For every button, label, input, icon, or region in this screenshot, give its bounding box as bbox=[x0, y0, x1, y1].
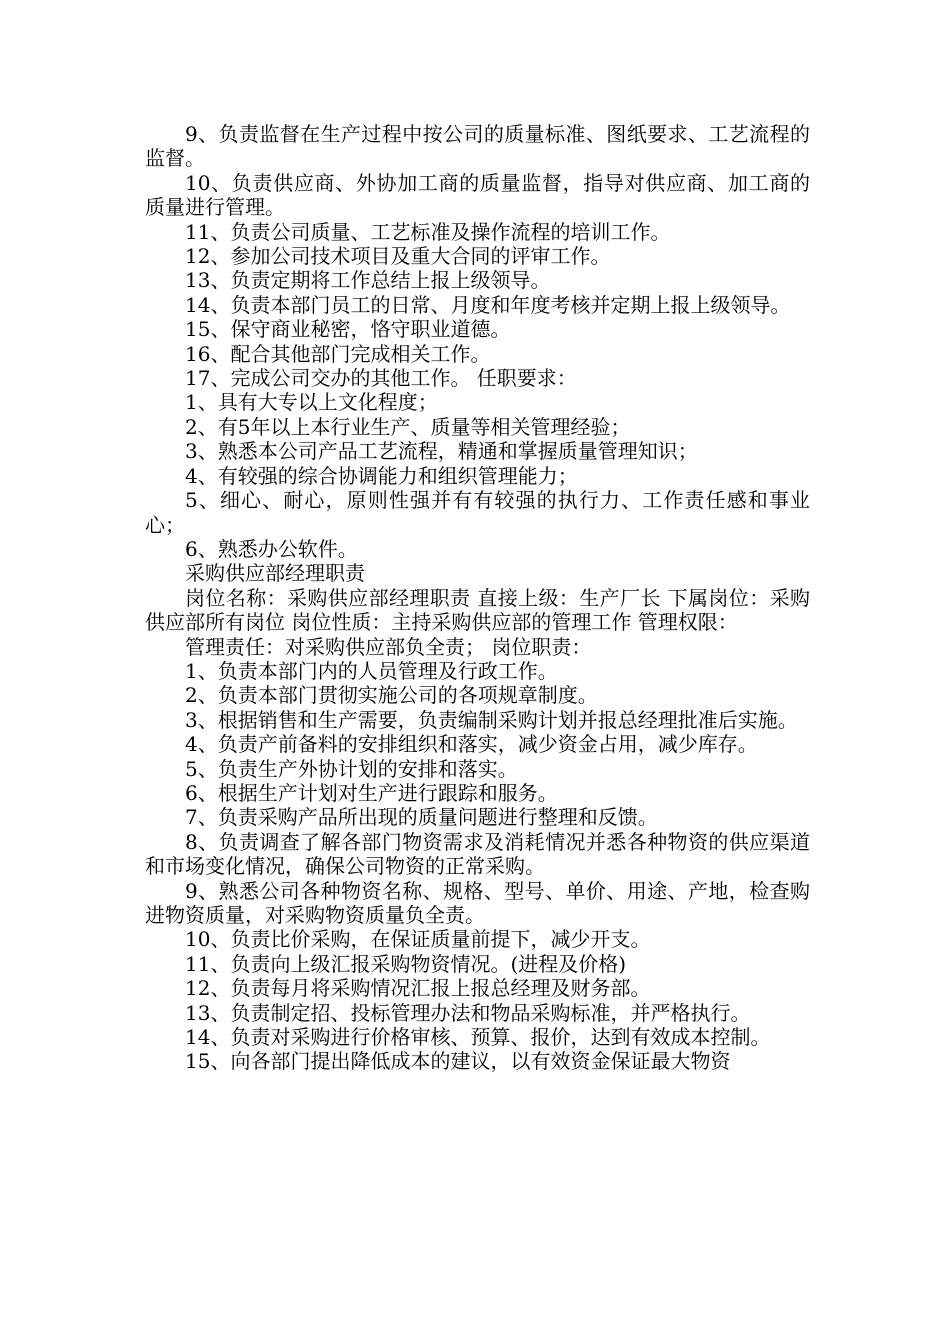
paragraph-purchase-8: 8、负责调查了解各部门物资需求及消耗情况并悉各种物资的供应渠道和市场变化情况，确保公司物资的正常采购。 bbox=[145, 829, 810, 879]
paragraph-quality-12: 12、参加公司技术项目及重大合同的评审工作。 bbox=[185, 244, 611, 269]
paragraph-purchase-11: 11、负责向上级汇报采购物资情况。(进程及价格) bbox=[185, 951, 627, 976]
paragraph-purchase-7: 7、负责采购产品所出现的质量问题进行整理和反馈。 bbox=[185, 805, 658, 830]
paragraph-requirement-6: 6、熟悉办公软件。 bbox=[185, 536, 358, 561]
paragraph-quality-15: 15、保守商业秘密，恪守职业道德。 bbox=[185, 317, 511, 342]
paragraph-requirement-4: 4、有较强的综合协调能力和组织管理能力； bbox=[185, 463, 578, 488]
paragraph-purchase-1: 1、负责本部门内的人员管理及行政工作。 bbox=[185, 658, 558, 683]
paragraph-quality-10: 10、负责供应商、外协加工商的质量监督，指导对供应商、加工商的质量进行管理。 bbox=[145, 170, 810, 220]
paragraph-quality-9: 9、负责监督在生产过程中按公司的质量标准、图纸要求、工艺流程的监督。 bbox=[145, 122, 810, 171]
paragraph-quality-13: 13、负责定期将工作总结上报上级领导。 bbox=[185, 268, 551, 293]
paragraph-requirement-2: 2、有5年以上本行业生产、质量等相关管理经验； bbox=[185, 414, 631, 439]
paragraph-requirement-1: 1、具有大专以上文化程度； bbox=[185, 390, 438, 415]
paragraph-requirement-3: 3、熟悉本公司产品工艺流程，精通和掌握质量管理知识； bbox=[185, 439, 698, 464]
section-title: 采购供应部经理职责 bbox=[185, 561, 365, 586]
paragraph-purchase-5: 5、负责生产外协计划的安排和落实。 bbox=[185, 756, 518, 781]
paragraph-quality-16: 16、配合其他部门完成相关工作。 bbox=[185, 341, 491, 366]
document-page bbox=[145, 122, 810, 1074]
paragraph-purchase-2: 2、负责本部门贯彻实施公司的各项规章制度。 bbox=[185, 683, 598, 708]
paragraph-requirement-5: 5、细心、耐心，原则性强并有有较强的执行力、工作责任感和事业心； bbox=[145, 488, 810, 537]
paragraph-management-duty: 管理责任：对采购供应部负全责； 岗位职责： bbox=[185, 634, 592, 659]
paragraph-purchase-14: 14、负责对采购进行价格审核、预算、报价，达到有效成本控制。 bbox=[185, 1025, 771, 1050]
paragraph-purchase-9: 9、熟悉公司各种物资名称、规格、型号、单价、用途、产地，检查购进物资质量，对采购物资质量负全责。 bbox=[145, 878, 810, 927]
paragraph-purchase-13: 13、负责制定招、投标管理办法和物品采购标准，并严格执行。 bbox=[185, 1000, 751, 1025]
paragraph-quality-14: 14、负责本部门员工的日常、月度和年度考核并定期上报上级领导。 bbox=[185, 292, 791, 317]
paragraph-purchase-4: 4、负责产前备料的安排组织和落实，减少资金占用，减少库存。 bbox=[185, 732, 758, 757]
paragraph-quality-11: 11、负责公司质量、工艺标准及操作流程的培训工作。 bbox=[185, 219, 671, 244]
paragraph-position-info: 岗位名称：采购供应部经理职责 直接上级：生产厂长 下属岗位：采购供应部所有岗位 岗位性质：主持采购供应部的管理工作 管理权限： bbox=[145, 585, 810, 635]
paragraph-purchase-3: 3、根据销售和生产需要，负责编制采购计划并报总经理批准后实施。 bbox=[185, 707, 798, 732]
paragraph-purchase-10: 10、负责比价采购，在保证质量前提下，减少开支。 bbox=[185, 927, 651, 952]
paragraph-quality-17: 17、完成公司交办的其他工作。 任职要求： bbox=[185, 366, 577, 391]
paragraph-purchase-12: 12、负责每月将采购情况汇报上报总经理及财务部。 bbox=[185, 976, 651, 1001]
paragraph-purchase-6: 6、根据生产计划对生产进行跟踪和服务。 bbox=[185, 780, 558, 805]
paragraph-purchase-15: 15、向各部门提出降低成本的建议，以有效资金保证最大物资 bbox=[185, 1049, 731, 1074]
